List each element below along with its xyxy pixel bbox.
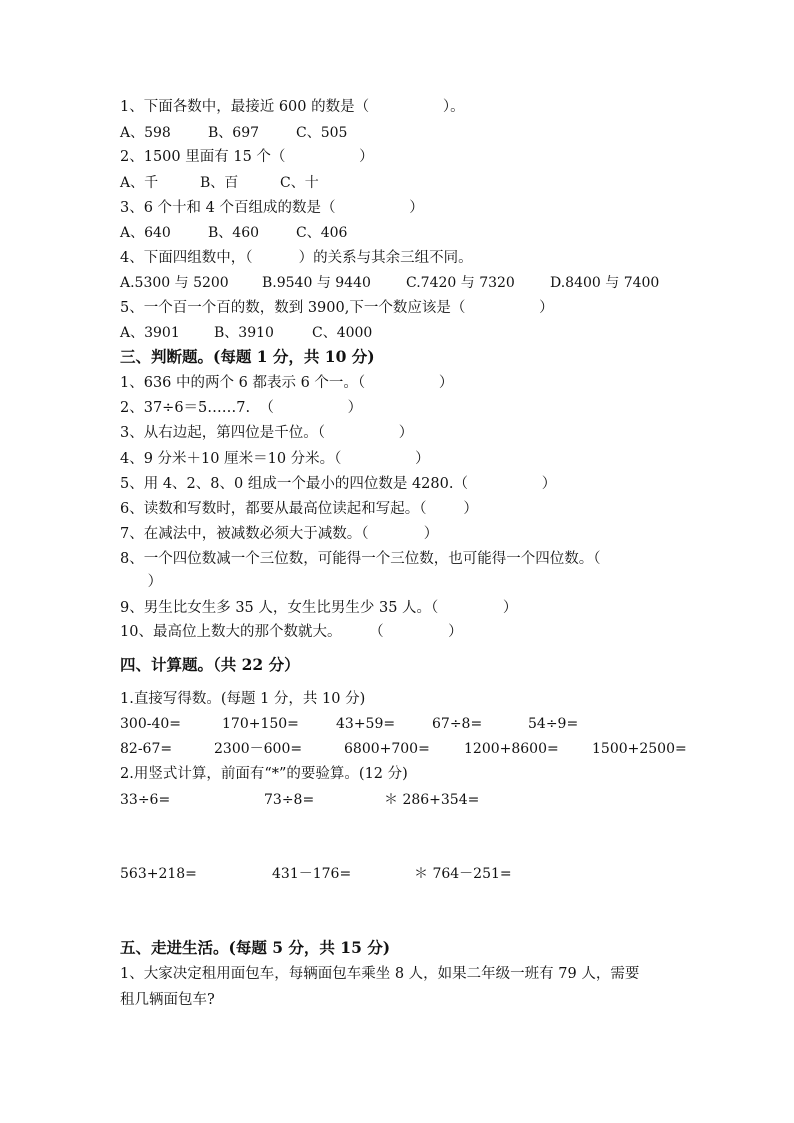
question-1: 1、下面各数中，最接近 600 的数是（ ）。 xyxy=(120,99,465,115)
q4-option-d: D.8400 与 7400 xyxy=(550,275,660,291)
vertical-calc-item: 33÷6= xyxy=(120,792,171,808)
q4-option-b: B.9540 与 9440 xyxy=(262,275,371,291)
q4-option-c: C.7420 与 7320 xyxy=(406,275,515,291)
vertical-calc-item: ＊ 286+354= xyxy=(384,792,480,808)
q2-option-b: B、百 xyxy=(200,175,239,191)
q1-option-a: A、598 xyxy=(120,125,171,141)
calc-sub-1: 1.直接写得数。(每题 1 分，共 10 分) xyxy=(120,691,366,707)
q2-option-a: A、千 xyxy=(120,175,159,191)
vertical-calc-item: 563+218= xyxy=(120,866,197,882)
q5-option-a: A、3901 xyxy=(120,325,180,341)
vertical-calc-item: 73÷8= xyxy=(264,792,315,808)
calc-item: 82-67= xyxy=(120,741,173,757)
judge-item-10: 10、最高位上数大的那个数就大。 （ ） xyxy=(120,624,463,640)
q1-option-b: B、697 xyxy=(208,125,260,141)
calc-item: 6800+700= xyxy=(344,741,430,757)
section-4-title: 四、计算题。（共 22 分） xyxy=(120,655,300,674)
judge-item-8: 8、一个四位数减一个三位数，可能得一个三位数，也可能得一个四位数。（ xyxy=(120,551,601,567)
q5-option-c: C、4000 xyxy=(312,325,373,341)
question-5: 5、一个百一个百的数，数到 3900,下一个数应该是（ ） xyxy=(120,300,554,316)
q3-option-a: A、640 xyxy=(120,225,171,241)
vertical-calc-item: ＊ 764－251= xyxy=(414,866,512,882)
q3-option-b: B、460 xyxy=(208,225,260,241)
calc-item: 1500+2500= xyxy=(592,741,687,757)
word-problem-1: 1、大家决定租用面包车，每辆面包车乘坐 8 人，如果二年级一班有 79 人，需要 xyxy=(120,966,640,982)
calc-item: 1200+8600= xyxy=(464,741,559,757)
q4-option-a: A.5300 与 5200 xyxy=(120,275,229,291)
calc-item: 43+59= xyxy=(336,716,396,732)
judge-item-4: 4、9 分米＋10 厘米＝10 分米。（ ） xyxy=(120,451,430,467)
judge-item-6: 6、读数和写数时，都要从最高位读起和写起。（ ） xyxy=(120,501,478,517)
q3-option-c: C、406 xyxy=(296,225,348,241)
judge-item-8-cont: ） xyxy=(120,574,163,590)
calc-item: 170+150= xyxy=(222,716,299,732)
calc-sub-2: 2.用竖式计算，前面有“*”的要验算。(12 分) xyxy=(120,766,408,782)
judge-item-9: 9、男生比女生多 35 人，女生比男生少 35 人。（ ） xyxy=(120,600,518,616)
section-5-title: 五、走进生活。(每题 5 分，共 15 分) xyxy=(120,938,391,957)
section-3-title: 三、判断题。(每题 1 分，共 10 分) xyxy=(120,347,375,366)
judge-item-7: 7、在减法中，被减数必须大于减数。（ ） xyxy=(120,526,439,542)
question-3: 3、6 个十和 4 个百组成的数是（ ） xyxy=(120,200,424,216)
q1-option-c: C、505 xyxy=(296,125,348,141)
vertical-calc-item: 431－176= xyxy=(272,866,352,882)
calc-item: 2300－600= xyxy=(214,741,303,757)
judge-item-1: 1、636 中的两个 6 都表示 6 个一。（ ） xyxy=(120,375,454,391)
calc-item: 54÷9= xyxy=(528,716,579,732)
calc-item: 300-40= xyxy=(120,716,181,732)
q2-option-c: C、十 xyxy=(280,175,319,191)
question-4: 4、下面四组数中，（ ）的关系与其余三组不同。 xyxy=(120,250,473,266)
judge-item-2: 2、37÷6＝5……7. （ ） xyxy=(120,400,363,416)
word-problem-1-cont: 租几辆面包车? xyxy=(120,992,215,1008)
q5-option-b: B、3910 xyxy=(214,325,274,341)
calc-item: 67÷8= xyxy=(432,716,483,732)
judge-item-5: 5、用 4、2、8、0 组成一个最小的四位数是 4280.（ ） xyxy=(120,476,557,492)
question-2: 2、1500 里面有 15 个（ ） xyxy=(120,149,374,165)
judge-item-3: 3、从右边起，第四位是千位。（ ） xyxy=(120,425,414,441)
